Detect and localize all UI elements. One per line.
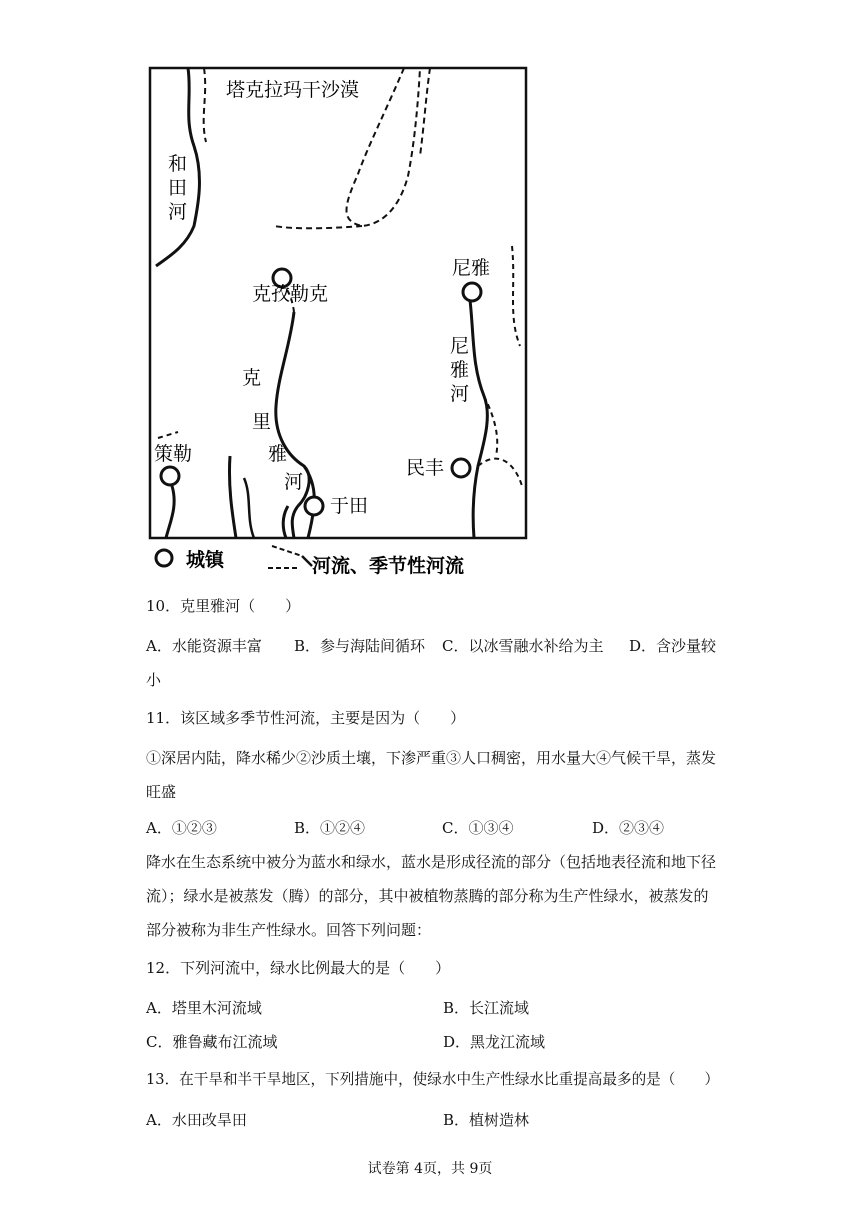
question-13-stem: 13．在干旱和半干旱地区，下列措施中，使绿水中生产性绿水比重提高最多的是（ ） xyxy=(146,1071,720,1088)
q11-option-a: A．①②③ xyxy=(146,819,217,837)
q11-statement-line-1: ①深居内陆，降水稀少②沙质土壤，下渗严重③人口稠密，用水量大④气候干旱，蒸发 xyxy=(146,749,717,767)
seasonal-river-4 xyxy=(420,68,430,156)
q11-option-b: B．①②④ xyxy=(294,819,366,837)
q10-option-d-wrap: 小 xyxy=(146,671,162,689)
keriya-branch-2 xyxy=(283,506,288,538)
question-10-stem: 10．克里雅河（ ） xyxy=(146,597,301,615)
legend-river-icon xyxy=(302,556,312,566)
passage-line-2: 流）；绿水是被蒸发（腾）的部分，其中被植物蒸腾的部分称为生产性绿水，被蒸发的 xyxy=(146,887,709,905)
niya-town-marker xyxy=(463,283,481,301)
passage-line-3: 部分被称为非生产性绿水。回答下列问题： xyxy=(146,921,432,939)
cele-river-line xyxy=(166,486,174,538)
legend-seasonal-river-icon xyxy=(268,546,302,568)
niya-river-label-2: 雅 xyxy=(450,359,470,381)
legend-town-label: 城镇 xyxy=(186,549,225,571)
q11-option-d: D．②③④ xyxy=(592,819,665,837)
q12-option-a: A．塔里木河流域 xyxy=(146,999,262,1017)
desert-label: 塔克拉玛干沙漠 xyxy=(226,79,360,101)
question-12-stem: 12．下列河流中，绿水比例最大的是（ ） xyxy=(146,959,451,977)
keriya-river-label-1: 克 xyxy=(242,367,262,389)
q12-option-d: D．黑龙江流域 xyxy=(443,1033,546,1051)
hetian-river-label-1: 和 xyxy=(168,153,188,175)
q13-option-b: B．植树造林 xyxy=(443,1111,530,1129)
seasonal-river-1 xyxy=(204,68,206,142)
passage-line-1: 降水在生态系统中被分为蓝水和绿水，蓝水是形成径流的部分（包括地表径流和地下径 xyxy=(146,853,717,871)
cele-town-label: 策勒 xyxy=(154,443,193,465)
page-footer: 试卷第 4页，共 9页 xyxy=(367,1161,493,1177)
q10-option-d: D．含沙量较 xyxy=(629,637,717,655)
q10-option-c: C．以冰雪融水补给为主 xyxy=(442,637,604,655)
seasonal-river-3 xyxy=(274,226,362,228)
map-legend xyxy=(150,540,510,582)
keriya-town-label: 克孜勒克 xyxy=(252,283,329,305)
seasonal-river-6 xyxy=(158,432,178,438)
seasonal-river-8 xyxy=(478,459,522,486)
minfeng-town-label: 民丰 xyxy=(406,457,445,479)
seasonal-river-9 xyxy=(512,246,520,346)
bottom-river-2 xyxy=(244,478,254,538)
question-11-stem: 11．该区域多季节性河流，主要是因为（ ） xyxy=(146,709,466,727)
q12-option-b: B．长江流域 xyxy=(443,999,530,1017)
minfeng-town-marker xyxy=(452,459,470,477)
niya-town-label: 尼雅 xyxy=(452,257,491,279)
legend-town-icon xyxy=(156,550,172,566)
legend-river-label: 河流、季节性河流 xyxy=(312,555,465,577)
keriya-river-label-3: 雅 xyxy=(268,443,288,465)
niya-river-line xyxy=(470,300,487,538)
niya-river-label-1: 尼 xyxy=(450,335,470,357)
q12-option-c: C．雅鲁藏布江流域 xyxy=(146,1033,278,1051)
q10-option-a: A．水能资源丰富 xyxy=(146,637,262,655)
q10-option-b: B．参与海陆间循环 xyxy=(294,637,426,655)
q11-statement-line-2: 旺盛 xyxy=(146,783,177,801)
niya-river-label-3: 河 xyxy=(450,383,470,405)
keriya-river-label-2: 里 xyxy=(252,411,272,433)
yutian-town-marker xyxy=(305,497,323,515)
keriya-river-label-4: 河 xyxy=(284,471,304,493)
cele-town-marker xyxy=(161,467,179,485)
river-map xyxy=(148,66,528,540)
bottom-river-1 xyxy=(229,456,236,538)
yutian-town-label: 于田 xyxy=(330,495,369,517)
hetian-river-label-3: 河 xyxy=(168,201,188,223)
q13-option-a: A．水田改旱田 xyxy=(146,1111,247,1129)
q11-option-c: C．①③④ xyxy=(442,819,514,837)
hetian-river-label-2: 田 xyxy=(168,177,188,199)
